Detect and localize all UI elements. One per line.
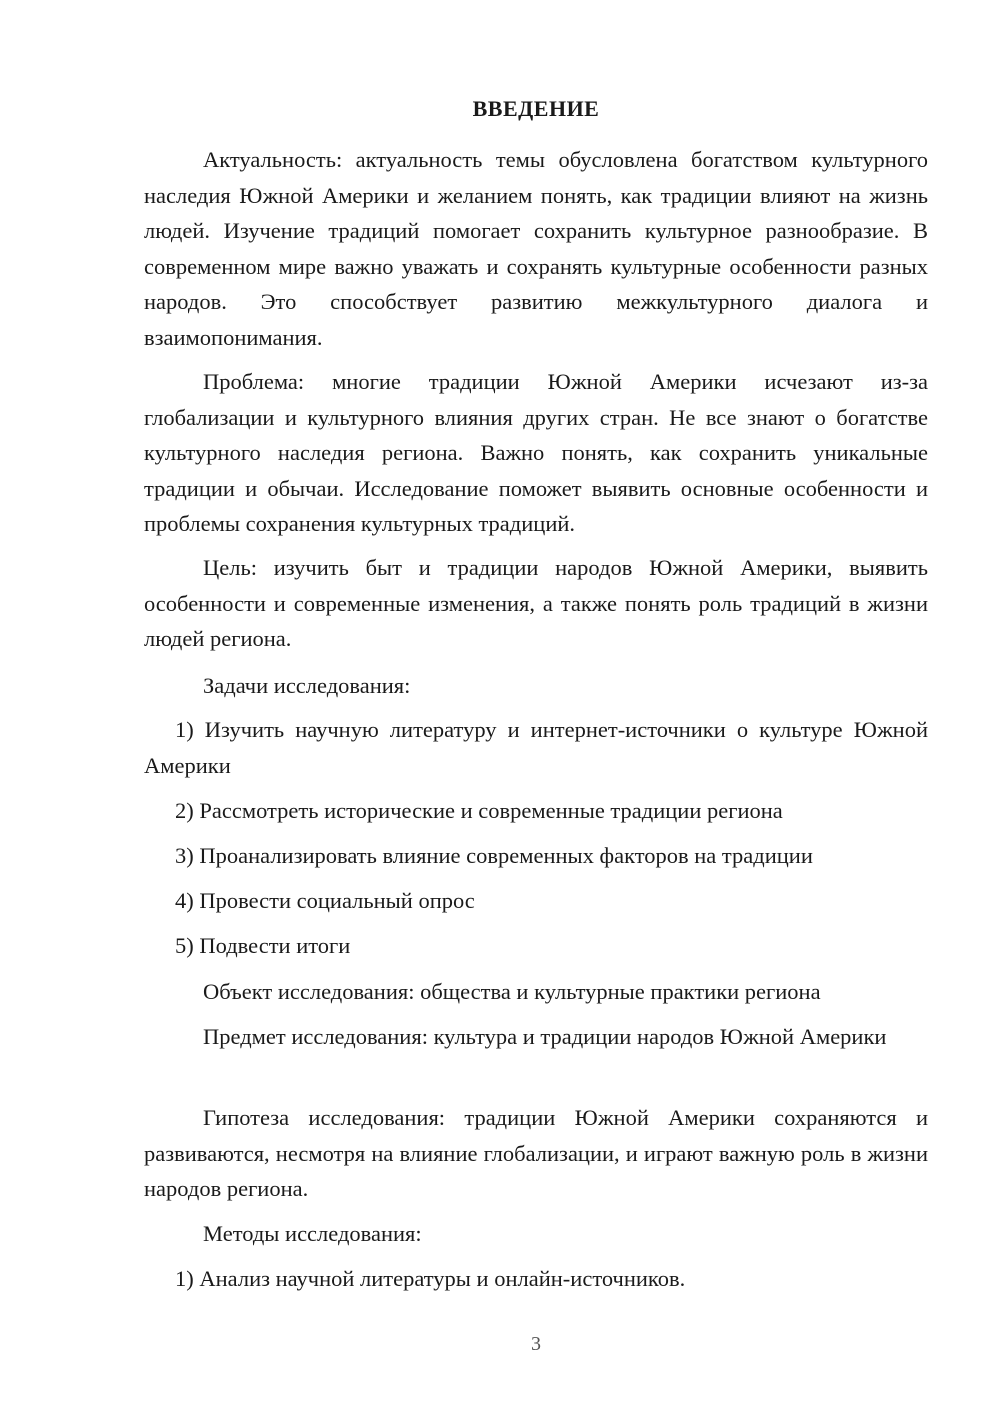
task-item: 2) Рассмотреть исторические и современные традиции региона	[175, 798, 783, 823]
task-item: 3) Проанализировать влияние современных факторов на традиции	[175, 843, 813, 868]
research-subject: Предмет исследования: культура и традиции народов Южной Америки	[203, 1024, 887, 1049]
tasks-heading: Задачи исследования:	[203, 673, 411, 698]
paragraph-problem: Проблема: многие традиции Южной Америки исчезают из-за глобализации и культурного влияния других стран. Не все знают о богатстве культурного наследия региона. Важно понять, как сохранить уникальные традиции и обычаи. Исследование поможет выявить основные особенности и проблемы сохранения культурных традиций.	[144, 369, 928, 536]
method-item: 1) Анализ научной литературы и онлайн-источников.	[175, 1266, 686, 1291]
task-item: 1) Изучить научную литературу и интернет-источники о культуре Южной Америки	[144, 717, 928, 778]
task-item: 5) Подвести итоги	[175, 933, 351, 958]
page-title: ВВЕДЕНИЕ	[472, 96, 600, 121]
paragraph-relevance: Актуальность: актуальность темы обусловлена богатством культурного наследия Южной Америки и желанием понять, как традиции влияют на жизнь людей. Изучение традиций помогает сохранить культурное разнообразие. В современном мире важно уважать и сохранять культурные особенности разных народов. Это способствует развитию межкультурного диалога и взаимопонимания.	[144, 147, 928, 350]
page-number: 3	[531, 1333, 541, 1355]
methods-heading: Методы исследования:	[203, 1221, 422, 1246]
research-hypothesis: Гипотеза исследования: традиции Южной Америки сохраняются и развиваются, несмотря на влияние глобализации, и играют важную роль в жизни народов региона.	[144, 1105, 928, 1201]
paragraph-goal: Цель: изучить быт и традиции народов Южной Америки, выявить особенности и современные изменения, а также понять роль традиций в жизни людей региона.	[144, 555, 928, 651]
research-object: Объект исследования: общества и культурные практики региона	[203, 979, 821, 1004]
task-item: 4) Провести социальный опрос	[175, 888, 475, 913]
